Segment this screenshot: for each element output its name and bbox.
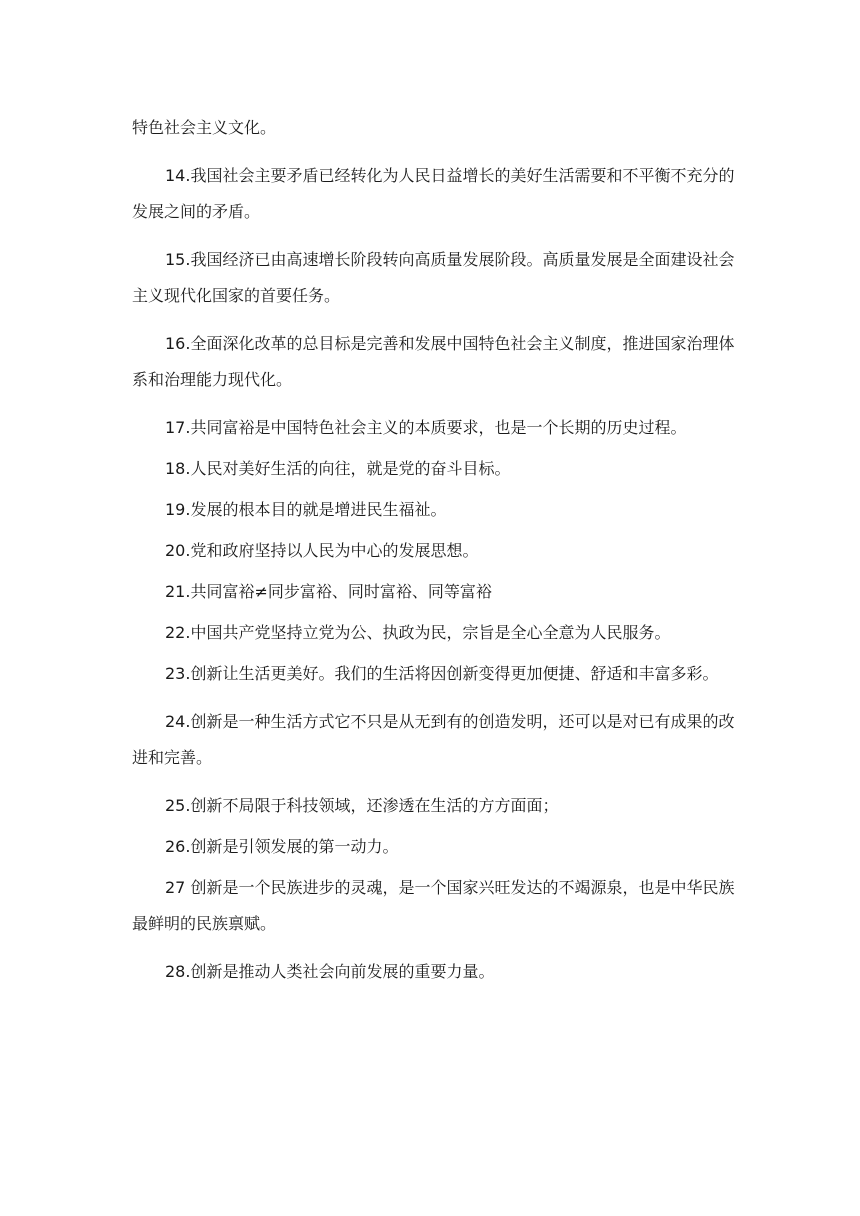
paragraph-item-19: 19.发展的根本目的就是增进民生福祉。 [165, 500, 447, 519]
paragraph-item-22: 22.中国共产党坚持立党为公、执政为民，宗旨是全心全意为人民服务。 [165, 623, 671, 642]
paragraph-item-25: 25.创新不局限于科技领域，还渗透在生活的方方面面； [165, 796, 559, 815]
paragraph-item-14: 14.我国社会主要矛盾已经转化为人民日益增长的美好生活需要和不平衡不充分的发展之间的矛盾。 [132, 166, 735, 221]
paragraph-item-27: 27 创新是一个民族进步的灵魂，是一个国家兴旺发达的不竭源泉，也是中华民族最鲜明的民族禀赋。 [132, 878, 735, 933]
paragraph-item-28: 28.创新是推动人类社会向前发展的重要力量。 [165, 962, 495, 981]
paragraph-continuation: 特色社会主义文化。 [132, 118, 277, 137]
document-body [132, 110, 744, 990]
paragraph-item-24: 24.创新是一种生活方式它不只是从无到有的创造发明，还可以是对已有成果的改进和完善。 [132, 712, 735, 767]
paragraph-item-20: 20.党和政府坚持以人民为中心的发展思想。 [165, 541, 479, 560]
paragraph-item-17: 17.共同富裕是中国特色社会主义的本质要求，也是一个长期的历史过程。 [165, 418, 687, 437]
paragraph-item-21: 21.共同富裕≠同步富裕、同时富裕、同等富裕 [165, 582, 492, 601]
paragraph-item-26: 26.创新是引领发展的第一动力。 [165, 837, 399, 856]
paragraph-item-15: 15.我国经济已由高速增长阶段转向高质量发展阶段。高质量发展是全面建设社会主义现代化国家的首要任务。 [132, 250, 735, 305]
paragraph-item-23: 23.创新让生活更美好。我们的生活将因创新变得更加便捷、舒适和丰富多彩。 [165, 664, 719, 683]
paragraph-item-18: 18.人民对美好生活的向往，就是党的奋斗目标。 [165, 459, 511, 478]
paragraph-item-16: 16.全面深化改革的总目标是完善和发展中国特色社会主义制度，推进国家治理体系和治理能力现代化。 [132, 334, 735, 389]
